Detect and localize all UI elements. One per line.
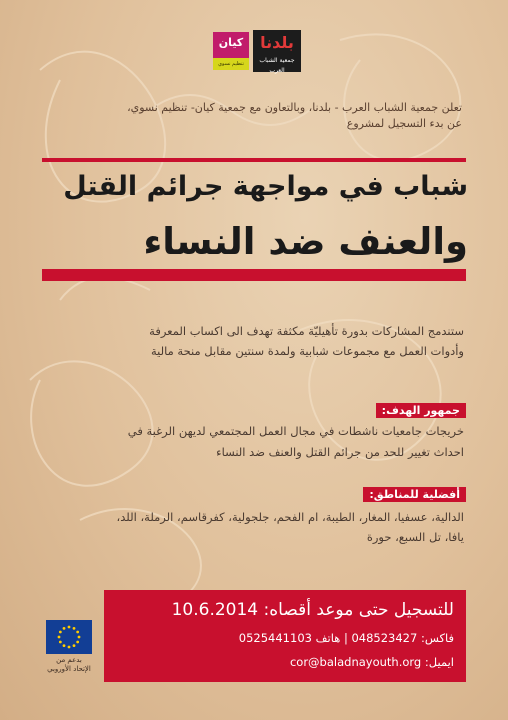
eu-star-icon	[73, 627, 76, 630]
regions-label: أفضلية للمناطق:	[363, 487, 466, 502]
registration-footer	[104, 590, 466, 682]
eu-stars-icon	[46, 620, 92, 654]
description-line-2: وأدوات العمل مع مجموعات شبابية ولمدة سنتين مقابل منحة مالية	[150, 344, 464, 358]
eu-caption-line-1: بدعم من	[56, 656, 82, 664]
eu-star-icon	[59, 641, 62, 644]
audience-line-2: احداث تغيير للحد من جرائم القتل والعنف ضد النساء	[216, 445, 464, 459]
audience-line-1: خريجات جامعيات ناشطات في مجال العمل المجتمعي لديهن الرغبة في	[127, 424, 464, 438]
eu-star-icon	[63, 644, 66, 647]
title-top-rule	[42, 158, 466, 162]
eu-star-icon	[73, 644, 76, 647]
eu-star-icon	[76, 641, 79, 644]
description-line-1: ستندمج المشاركات بدورة تأهيليّة مكثفة تهدف الى اكساب المعرفة	[149, 324, 464, 338]
eu-star-icon	[68, 646, 71, 649]
contact-email: ايميل: cor@baladnayouth.org	[289, 655, 454, 669]
contact-phone-fax: فاكس: 048523427 | هاتف 0525441103	[238, 631, 454, 645]
baladna-logo-name: بلدنا	[260, 33, 294, 52]
eu-star-icon	[68, 626, 71, 629]
poster-title-line-2: والعنف ضد النساء	[143, 220, 468, 263]
eu-flag	[46, 620, 92, 654]
kayan-logo	[213, 32, 249, 70]
eu-star-icon	[58, 636, 61, 639]
title-underline-bar	[42, 269, 466, 281]
baladna-logo-subtitle: جمعية الشباب العرب	[259, 57, 295, 74]
audience-label: جمهور الهدف:	[376, 403, 466, 418]
intro-text	[52, 100, 462, 132]
regions-line-1: الدالية، عسفيا، المغار، الطيبة، ام الفحم، جلجولية، كفرقاسم، الرملة، اللد،	[116, 510, 464, 524]
registration-deadline: للتسجيل حتى موعد أقصاه: 10.6.2014	[171, 600, 454, 620]
eu-caption-line-2: الإتحاد الأوروبي	[47, 665, 91, 673]
regions-line-2: يافا، تل السبع، حورة	[366, 530, 464, 544]
intro-line-2: عن بدء التسجيل لمشروع	[346, 117, 462, 130]
eu-star-icon	[78, 636, 81, 639]
baladna-logo	[253, 30, 301, 72]
eu-caption	[38, 656, 100, 674]
eu-star-icon	[63, 627, 66, 630]
poster-title-line-1: شباب في مواجهة جرائم القتل	[63, 171, 468, 202]
kayan-logo-subtitle: تنظيم نسوي	[213, 58, 249, 70]
kayan-logo-name: كيان	[218, 36, 244, 49]
eu-star-icon	[76, 631, 79, 634]
eu-star-icon	[59, 631, 62, 634]
intro-line-1: تعلن جمعية الشباب العرب - بلدنا، وبالتعاون مع جمعية كيان- تنظيم نسوي،	[127, 101, 462, 114]
